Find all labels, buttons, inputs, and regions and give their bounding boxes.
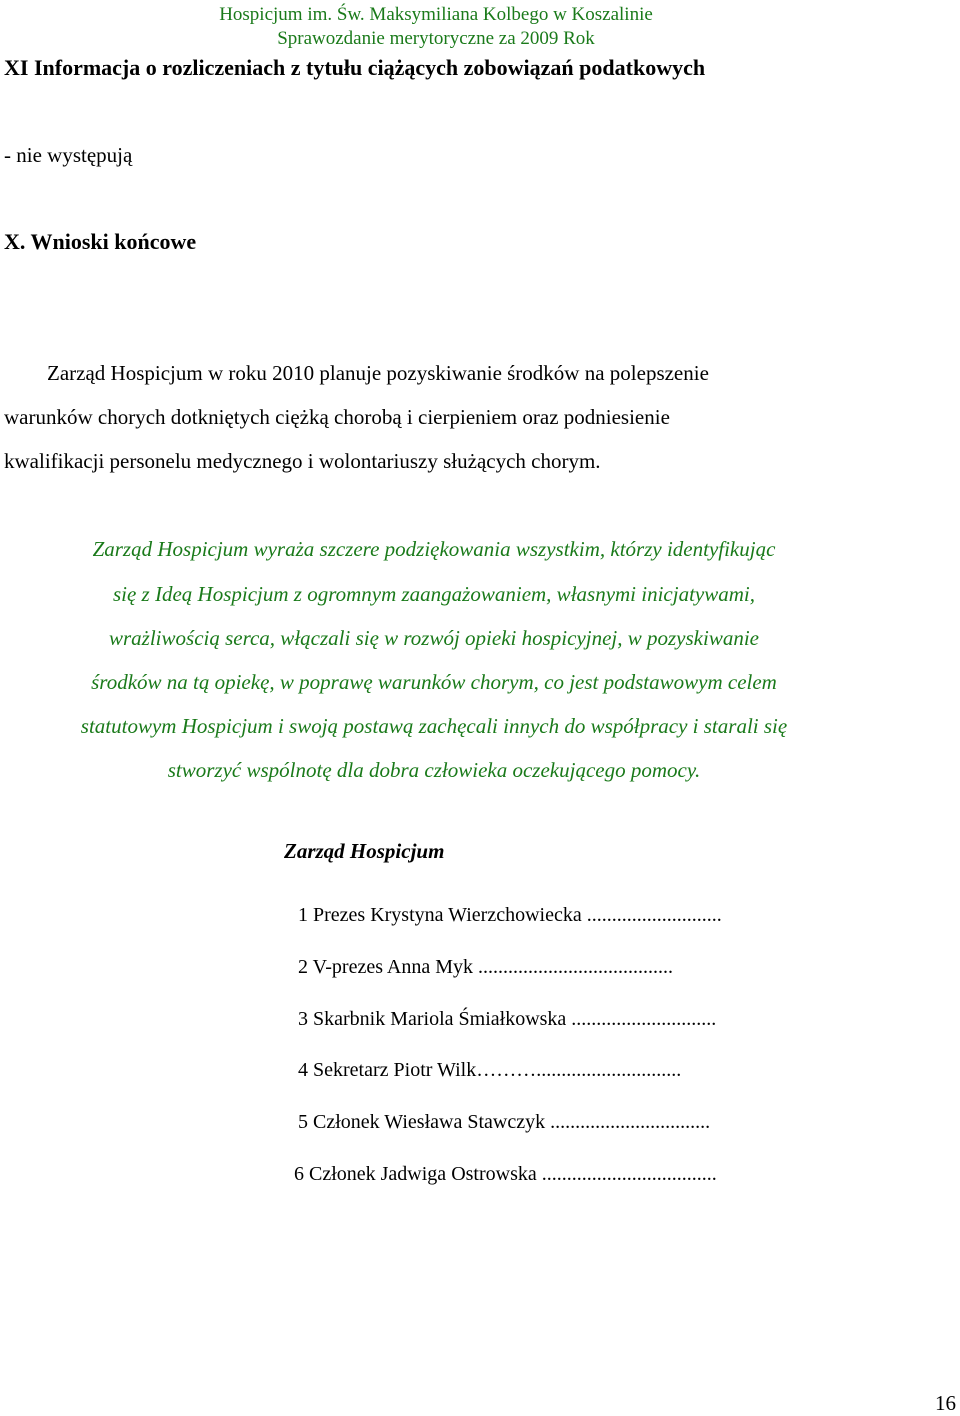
thanks-line-5: statutowym Hospicjum i swoją postawą zachęcali innych do współpracy i starali się xyxy=(80,714,788,738)
page-number: 16 xyxy=(935,1391,956,1415)
signature-row: 2 V-prezes Anna Myk ....................................... xyxy=(298,956,673,978)
signatures-title: Zarząd Hospicjum xyxy=(284,839,445,863)
document-header-title: Hospicjum im. Św. Maksymiliana Kolbego w Koszalinie xyxy=(219,4,653,25)
section-x-heading: X. Wnioski końcowe xyxy=(4,229,197,254)
conclusion-line-3: kwalifikacji personelu medycznego i wolontariuszy służących chorym. xyxy=(4,449,601,473)
thanks-line-3: wrażliwością serca, włączali się w rozwój opieki hospicyjnej, w pozyskiwanie xyxy=(109,626,759,650)
thanks-line-4: środków na tą opiekę, w poprawę warunków chorym, co jest podstawowym celem xyxy=(91,670,777,694)
section-xi-body: - nie występują xyxy=(4,143,133,167)
signature-row: 6 Członek Jadwiga Ostrowska ................................... xyxy=(294,1163,717,1185)
signature-row: 4 Sekretarz Piotr Wilk………............................. xyxy=(298,1059,682,1081)
signature-row: 1 Prezes Krystyna Wierzchowiecka ........................... xyxy=(298,904,722,926)
section-xi-heading: XI Informacja o rozliczeniach z tytułu ciążących zobowiązań podatkowych xyxy=(4,55,706,80)
document-header-subtitle: Sprawozdanie merytoryczne za 2009 Rok xyxy=(277,28,595,49)
signature-row: 5 Członek Wiesława Stawczyk ................................ xyxy=(298,1111,711,1133)
thanks-line-6: stworzyć wspólnotę dla dobra człowieka oczekującego pomocy. xyxy=(167,758,701,782)
thanks-line-2: się z Ideą Hospicjum z ogromnym zaangażowaniem, własnymi inicjatywami, xyxy=(112,582,756,606)
conclusion-line-2: warunków chorych dotkniętych ciężką chorobą i cierpieniem oraz podniesienie xyxy=(4,405,670,429)
conclusion-line-1: Zarząd Hospicjum w roku 2010 planuje pozyskiwanie środków na polepszenie xyxy=(47,361,709,385)
signature-row: 3 Skarbnik Mariola Śmiałkowska ............................. xyxy=(298,1008,717,1030)
thanks-line-1: Zarząd Hospicjum wyraża szczere podziękowania wszystkim, którzy identyfikując xyxy=(92,537,776,561)
